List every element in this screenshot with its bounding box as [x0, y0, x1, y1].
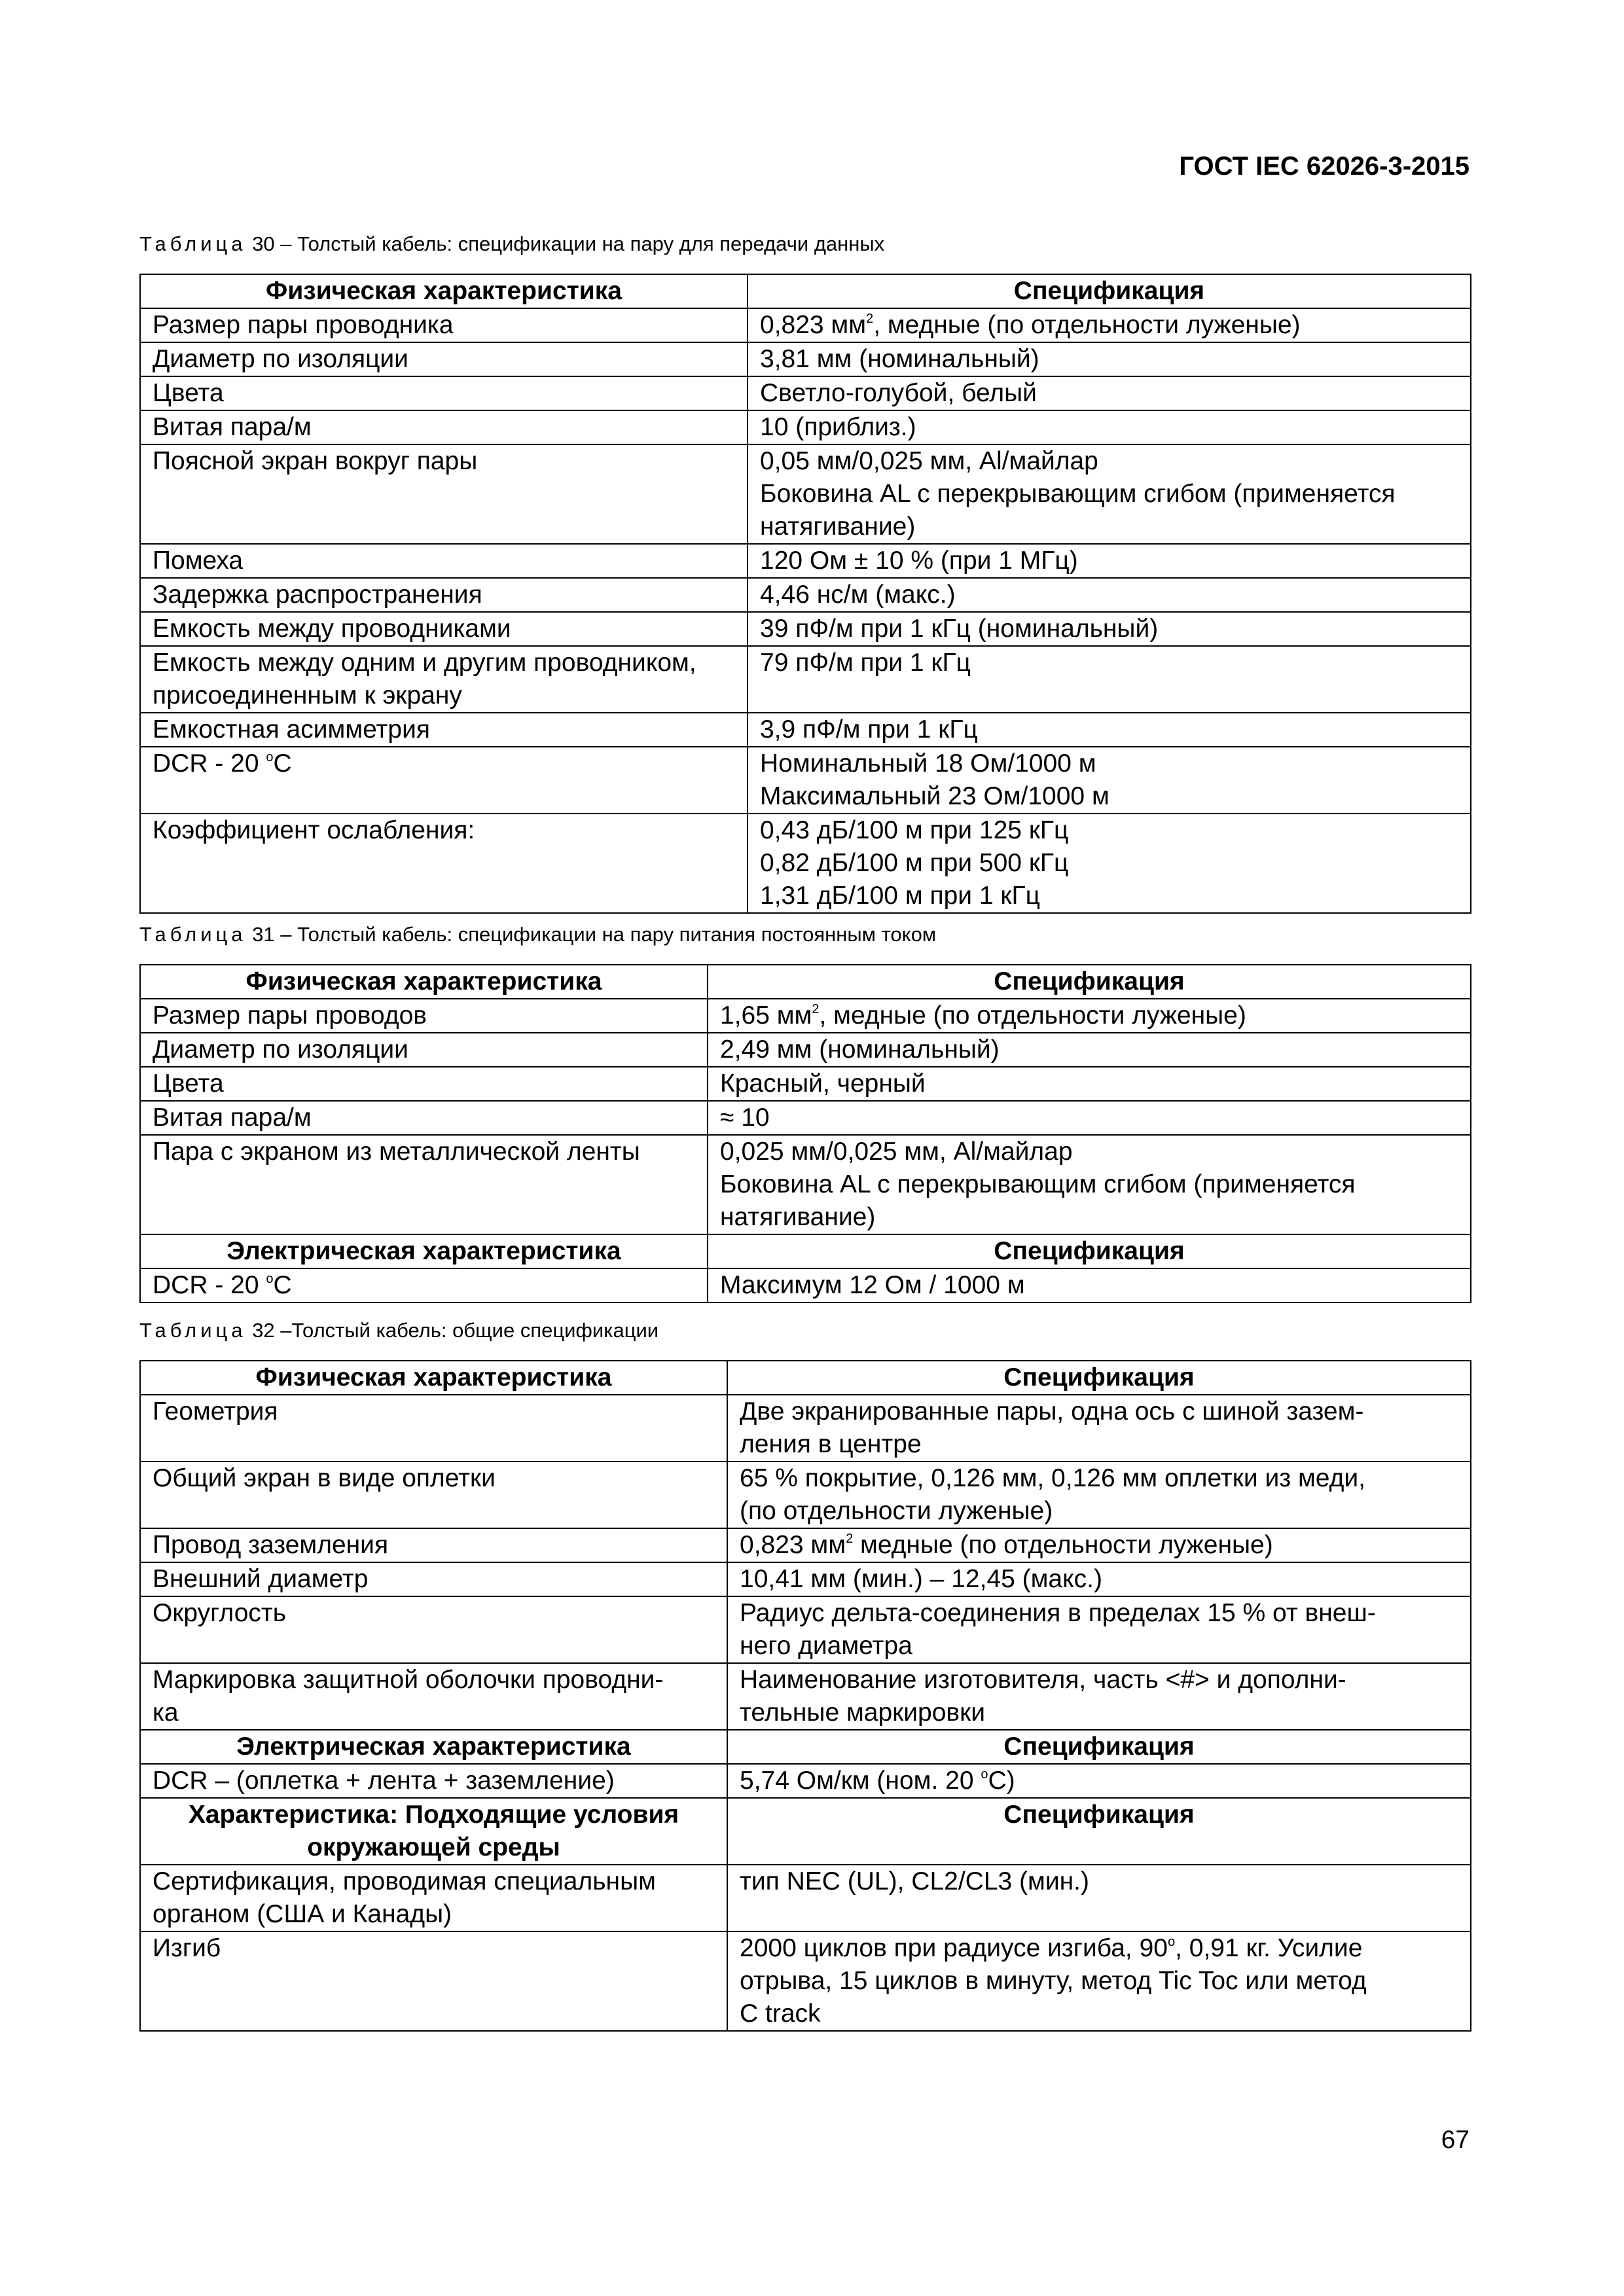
cell-line: Физическая характеристика	[245, 967, 602, 996]
characteristic-cell	[140, 376, 748, 410]
text-part: , медные (по отдельности луженые)	[873, 311, 1301, 339]
cell-line: Размер пары проводника	[153, 311, 454, 339]
cell-line: 0,05 мм/0,025 мм, Al/майлар	[760, 447, 1098, 475]
table-section-header-row	[140, 1730, 1471, 1764]
caption-text: 32 –Толстый кабель: общие спецификации	[252, 1319, 659, 1342]
cell-line: 4,46 нс/м (макс.)	[760, 581, 956, 609]
cell-line: 3,81 мм (номинальный)	[760, 345, 1039, 373]
characteristic-cell	[140, 1663, 727, 1730]
section-header-specification	[708, 965, 1471, 999]
characteristic-cell	[140, 308, 748, 342]
cell-line: Пара с экраном из металлической ленты	[153, 1138, 640, 1166]
cell-line: Округлость	[153, 1599, 287, 1627]
cell-line: Электрическая характеристика	[226, 1237, 621, 1265]
specification-cell	[727, 1663, 1471, 1730]
section-header-specification	[727, 1730, 1471, 1764]
table-row	[140, 342, 1471, 376]
cell-line: тельные маркировки	[740, 1698, 985, 1727]
text-part: 5,74 Ом/км (ном. 20	[740, 1767, 981, 1795]
specification-cell	[727, 1562, 1471, 1596]
cell-line: натягивание)	[720, 1203, 876, 1231]
section-header-characteristic	[140, 1361, 727, 1395]
table-row	[140, 814, 1471, 913]
table-row	[140, 1528, 1471, 1562]
cell-line: Изгиб	[153, 1934, 221, 1962]
specification-cell	[727, 1931, 1471, 2031]
table-row	[140, 1135, 1471, 1234]
caption-text: 31 – Толстый кабель: спецификации на пару питания постоянным током	[252, 923, 937, 946]
specification-cell	[748, 544, 1471, 578]
characteristic-cell	[140, 1462, 727, 1528]
text-part: C)	[988, 1767, 1015, 1795]
cell-line: Спецификация	[1003, 1363, 1195, 1391]
text-part: 1,65 мм	[720, 1001, 812, 1030]
specification-cell	[708, 1101, 1471, 1135]
cell-line: Задержка распространения	[153, 581, 482, 609]
specification-cell	[748, 747, 1471, 814]
cell-line	[720, 999, 1458, 1032]
table-section-header-row	[140, 1234, 1471, 1268]
superscript: 2	[846, 1532, 854, 1546]
cell-line	[153, 1269, 695, 1302]
specification-cell	[727, 1528, 1471, 1562]
specification-cell	[708, 1268, 1471, 1302]
specification-cell	[727, 1764, 1471, 1798]
specification-cell	[748, 376, 1471, 410]
superscript: 2	[866, 312, 874, 326]
specification-cell	[708, 999, 1471, 1033]
cell-line: Витая пара/м	[153, 1103, 312, 1132]
caption-label: Таблица	[139, 923, 247, 946]
table-31	[139, 964, 1471, 1303]
characteristic-cell	[140, 646, 748, 713]
table-row	[140, 1033, 1471, 1067]
cell-line: ления в центре	[740, 1430, 922, 1458]
table-row	[140, 747, 1471, 814]
section-header-characteristic	[140, 1798, 727, 1865]
cell-line: натягивание)	[760, 512, 916, 541]
table-30-caption	[139, 232, 884, 256]
characteristic-cell	[140, 1528, 727, 1562]
table-section-header-row	[140, 1361, 1471, 1395]
text-part: медные (по отдельности луженые)	[853, 1531, 1273, 1559]
table-row	[140, 1268, 1471, 1302]
text-part: C	[273, 1271, 292, 1299]
table-row	[140, 1931, 1471, 2031]
table-row	[140, 1764, 1471, 1798]
table-row	[140, 999, 1471, 1033]
section-header-specification	[708, 1234, 1471, 1268]
characteristic-cell	[140, 410, 748, 444]
cell-line: ка	[153, 1698, 179, 1727]
cell-line: 2,49 мм (номинальный)	[720, 1035, 1000, 1064]
table-32-caption	[139, 1319, 659, 1342]
cell-line: Цвета	[153, 1069, 224, 1098]
characteristic-cell	[140, 1865, 727, 1931]
superscript: o	[266, 750, 274, 764]
cell-line: Боковина AL с перекрывающим сгибом (применяется	[720, 1170, 1356, 1198]
cell-line: Радиус дельта-соединения в пределах 15 % от внеш-	[740, 1599, 1376, 1627]
cell-line: 79 пФ/м при 1 кГц	[760, 649, 971, 677]
text-part: DCR - 20	[153, 749, 266, 778]
superscript: o	[266, 1272, 274, 1286]
characteristic-cell	[140, 342, 748, 376]
cell-line: 0,82 дБ/100 м при 500 кГц	[760, 849, 1069, 877]
specification-cell	[727, 1395, 1471, 1462]
specification-cell	[748, 814, 1471, 913]
cell-line: Электрическая характеристика	[236, 1732, 631, 1761]
text-part: 0,823 мм	[740, 1531, 846, 1559]
characteristic-cell	[140, 1033, 708, 1067]
table-row	[140, 713, 1471, 747]
cell-line: Максимум 12 Ом / 1000 м	[720, 1271, 1025, 1299]
cell-line: Наименование изготовителя, часть <#> и дополни-	[740, 1666, 1346, 1694]
cell-line: Емкость между проводниками	[153, 615, 511, 643]
table-row	[140, 544, 1471, 578]
characteristic-cell	[140, 1931, 727, 2031]
table-section-header-row	[140, 1798, 1471, 1865]
cell-line: окружающей среды	[307, 1833, 560, 1861]
cell-line: Диаметр по изоляции	[153, 345, 408, 373]
cell-line: тип NEC (UL), CL2/CL3 (мин.)	[740, 1867, 1089, 1895]
cell-line: 39 пФ/м при 1 кГц (номинальный)	[760, 615, 1159, 643]
table-row	[140, 1562, 1471, 1596]
table-row	[140, 1462, 1471, 1528]
specification-cell	[727, 1865, 1471, 1931]
characteristic-cell	[140, 1395, 727, 1462]
specification-cell	[748, 308, 1471, 342]
table-row	[140, 612, 1471, 646]
cell-line: DCR – (оплетка + лента + заземление)	[153, 1767, 615, 1795]
cell-line: Емкость между одним и другим проводником,	[153, 649, 696, 677]
cell-line: (по отдельности луженые)	[740, 1497, 1053, 1525]
cell-line: Поясной экран вокруг пары	[153, 447, 478, 475]
characteristic-cell	[140, 713, 748, 747]
cell-line: Диаметр по изоляции	[153, 1035, 408, 1064]
cell-line: Спецификация	[1003, 1732, 1195, 1761]
table-row	[140, 444, 1471, 544]
specification-cell	[708, 1135, 1471, 1234]
cell-line: Витая пара/м	[153, 413, 312, 441]
characteristic-cell	[140, 1764, 727, 1798]
section-header-specification	[727, 1798, 1471, 1865]
cell-line: Спецификация	[994, 967, 1185, 996]
document-id: ГОСТ IEC 62026-3-2015	[1179, 152, 1470, 181]
specification-cell	[748, 713, 1471, 747]
cell-line: Номинальный 18 Ом/1000 м	[760, 749, 1096, 778]
table-row	[140, 1395, 1471, 1462]
table-row	[140, 578, 1471, 612]
superscript: o	[1167, 1935, 1176, 1949]
cell-line: Внешний диаметр	[153, 1565, 369, 1593]
text-part: C	[273, 749, 292, 778]
text-part: DCR - 20	[153, 1271, 266, 1299]
cell-line: Размер пары проводов	[153, 1001, 427, 1030]
cell-line	[740, 1529, 1458, 1562]
characteristic-cell	[140, 1596, 727, 1663]
characteristic-cell	[140, 1562, 727, 1596]
cell-line: Общий экран в виде оплетки	[153, 1464, 496, 1492]
text-part: , медные (по отдельности луженые)	[819, 1001, 1246, 1030]
cell-line	[740, 1765, 1458, 1797]
cell-line	[760, 309, 1458, 342]
section-header-characteristic	[140, 1730, 727, 1764]
cell-line: 10,41 мм (мин.) – 12,45 (макс.)	[740, 1565, 1102, 1593]
characteristic-cell	[140, 1135, 708, 1234]
table-section-header-row	[140, 965, 1471, 999]
column-header-specification: Спецификация	[748, 274, 1471, 308]
table-30	[139, 274, 1471, 914]
specification-cell	[727, 1462, 1471, 1528]
cell-line: 65 % покрытие, 0,126 мм, 0,126 мм оплетки из меди,	[740, 1464, 1365, 1492]
cell-line: C track	[740, 2000, 821, 2028]
cell-line: 0,025 мм/0,025 мм, Al/майлар	[720, 1138, 1073, 1166]
table-row	[140, 646, 1471, 713]
characteristic-cell	[140, 612, 748, 646]
cell-line: 3,9 пФ/м при 1 кГц	[760, 715, 978, 744]
characteristic-cell	[140, 544, 748, 578]
cell-line: Характеристика: Подходящие условия	[188, 1801, 679, 1829]
table-31-caption	[139, 923, 936, 946]
characteristic-cell	[140, 578, 748, 612]
cell-line: Боковина AL с перекрывающим сгибом (применяется	[760, 480, 1396, 508]
superscript: o	[981, 1767, 988, 1782]
characteristic-cell	[140, 999, 708, 1033]
cell-line: 10 (приблиз.)	[760, 413, 916, 441]
superscript: 2	[812, 1002, 820, 1016]
table-row	[140, 1865, 1471, 1931]
characteristic-cell	[140, 1268, 708, 1302]
table-row	[140, 1067, 1471, 1101]
cell-line: Светло-голубой, белый	[760, 379, 1037, 407]
cell-line: Максимальный 23 Ом/1000 м	[760, 782, 1110, 810]
table-row	[140, 376, 1471, 410]
caption-text: 30 – Толстый кабель: спецификации на пару для передачи данных	[252, 232, 885, 255]
text-part: 2000 циклов при радиусе изгиба, 90	[740, 1934, 1168, 1962]
cell-line: Цвета	[153, 379, 224, 407]
cell-line: него диаметра	[740, 1632, 912, 1660]
section-header-specification	[727, 1361, 1471, 1395]
section-header-characteristic	[140, 965, 708, 999]
table-row	[140, 1663, 1471, 1730]
table-header-row	[140, 274, 1471, 308]
table-row	[140, 1596, 1471, 1663]
cell-line: органом (США и Канады)	[153, 1900, 452, 1928]
specification-cell	[708, 1067, 1471, 1101]
cell-line	[740, 1932, 1458, 1965]
cell-line	[153, 747, 735, 780]
cell-line: Провод заземления	[153, 1531, 389, 1559]
cell-line: Коэффициент ослабления:	[153, 816, 475, 844]
table-row	[140, 410, 1471, 444]
cell-line: ≈ 10	[720, 1103, 770, 1132]
characteristic-cell	[140, 814, 748, 913]
specification-cell	[748, 612, 1471, 646]
characteristic-cell	[140, 1067, 708, 1101]
cell-line: 0,43 дБ/100 м при 125 кГц	[760, 816, 1069, 844]
cell-line: Физическая характеристика	[255, 1363, 612, 1391]
specification-cell	[748, 342, 1471, 376]
table-row	[140, 308, 1471, 342]
page-number: 67	[1441, 2126, 1470, 2154]
cell-line: 1,31 дБ/100 м при 1 кГц	[760, 882, 1040, 910]
column-header-characteristic: Физическая характеристика	[140, 274, 748, 308]
specification-cell	[727, 1596, 1471, 1663]
cell-line: 120 Ом ± 10 % (при 1 МГц)	[760, 547, 1078, 575]
caption-label: Таблица	[139, 1319, 247, 1342]
cell-line: Геометрия	[153, 1397, 278, 1426]
specification-cell	[708, 1033, 1471, 1067]
text-part: 0,823 мм	[760, 311, 867, 339]
cell-line: Спецификация	[994, 1237, 1185, 1265]
cell-line: присоединенным к экрану	[153, 681, 462, 709]
specification-cell	[748, 410, 1471, 444]
section-header-characteristic	[140, 1234, 708, 1268]
caption-label: Таблица	[139, 232, 247, 255]
cell-line: Две экранированные пары, одна ось с шиной зазем-	[740, 1397, 1364, 1426]
specification-cell	[748, 578, 1471, 612]
cell-line: Сертификация, проводимая специальным	[153, 1867, 656, 1895]
cell-line: Помеха	[153, 547, 244, 575]
specification-cell	[748, 646, 1471, 713]
cell-line: Красный, черный	[720, 1069, 926, 1098]
cell-line: Емкостная асимметрия	[153, 715, 431, 744]
table-row	[140, 1101, 1471, 1135]
text-part: , 0,91 кг. Усилие	[1175, 1934, 1363, 1962]
cell-line: Маркировка защитной оболочки проводни-	[153, 1666, 664, 1694]
specification-cell	[748, 444, 1471, 544]
cell-line: отрыва, 15 циклов в минуту, метод Tic Toc или метод	[740, 1967, 1367, 1995]
cell-line: Спецификация	[1003, 1801, 1195, 1829]
characteristic-cell	[140, 1101, 708, 1135]
table-32	[139, 1360, 1471, 2032]
characteristic-cell	[140, 444, 748, 544]
characteristic-cell	[140, 747, 748, 814]
